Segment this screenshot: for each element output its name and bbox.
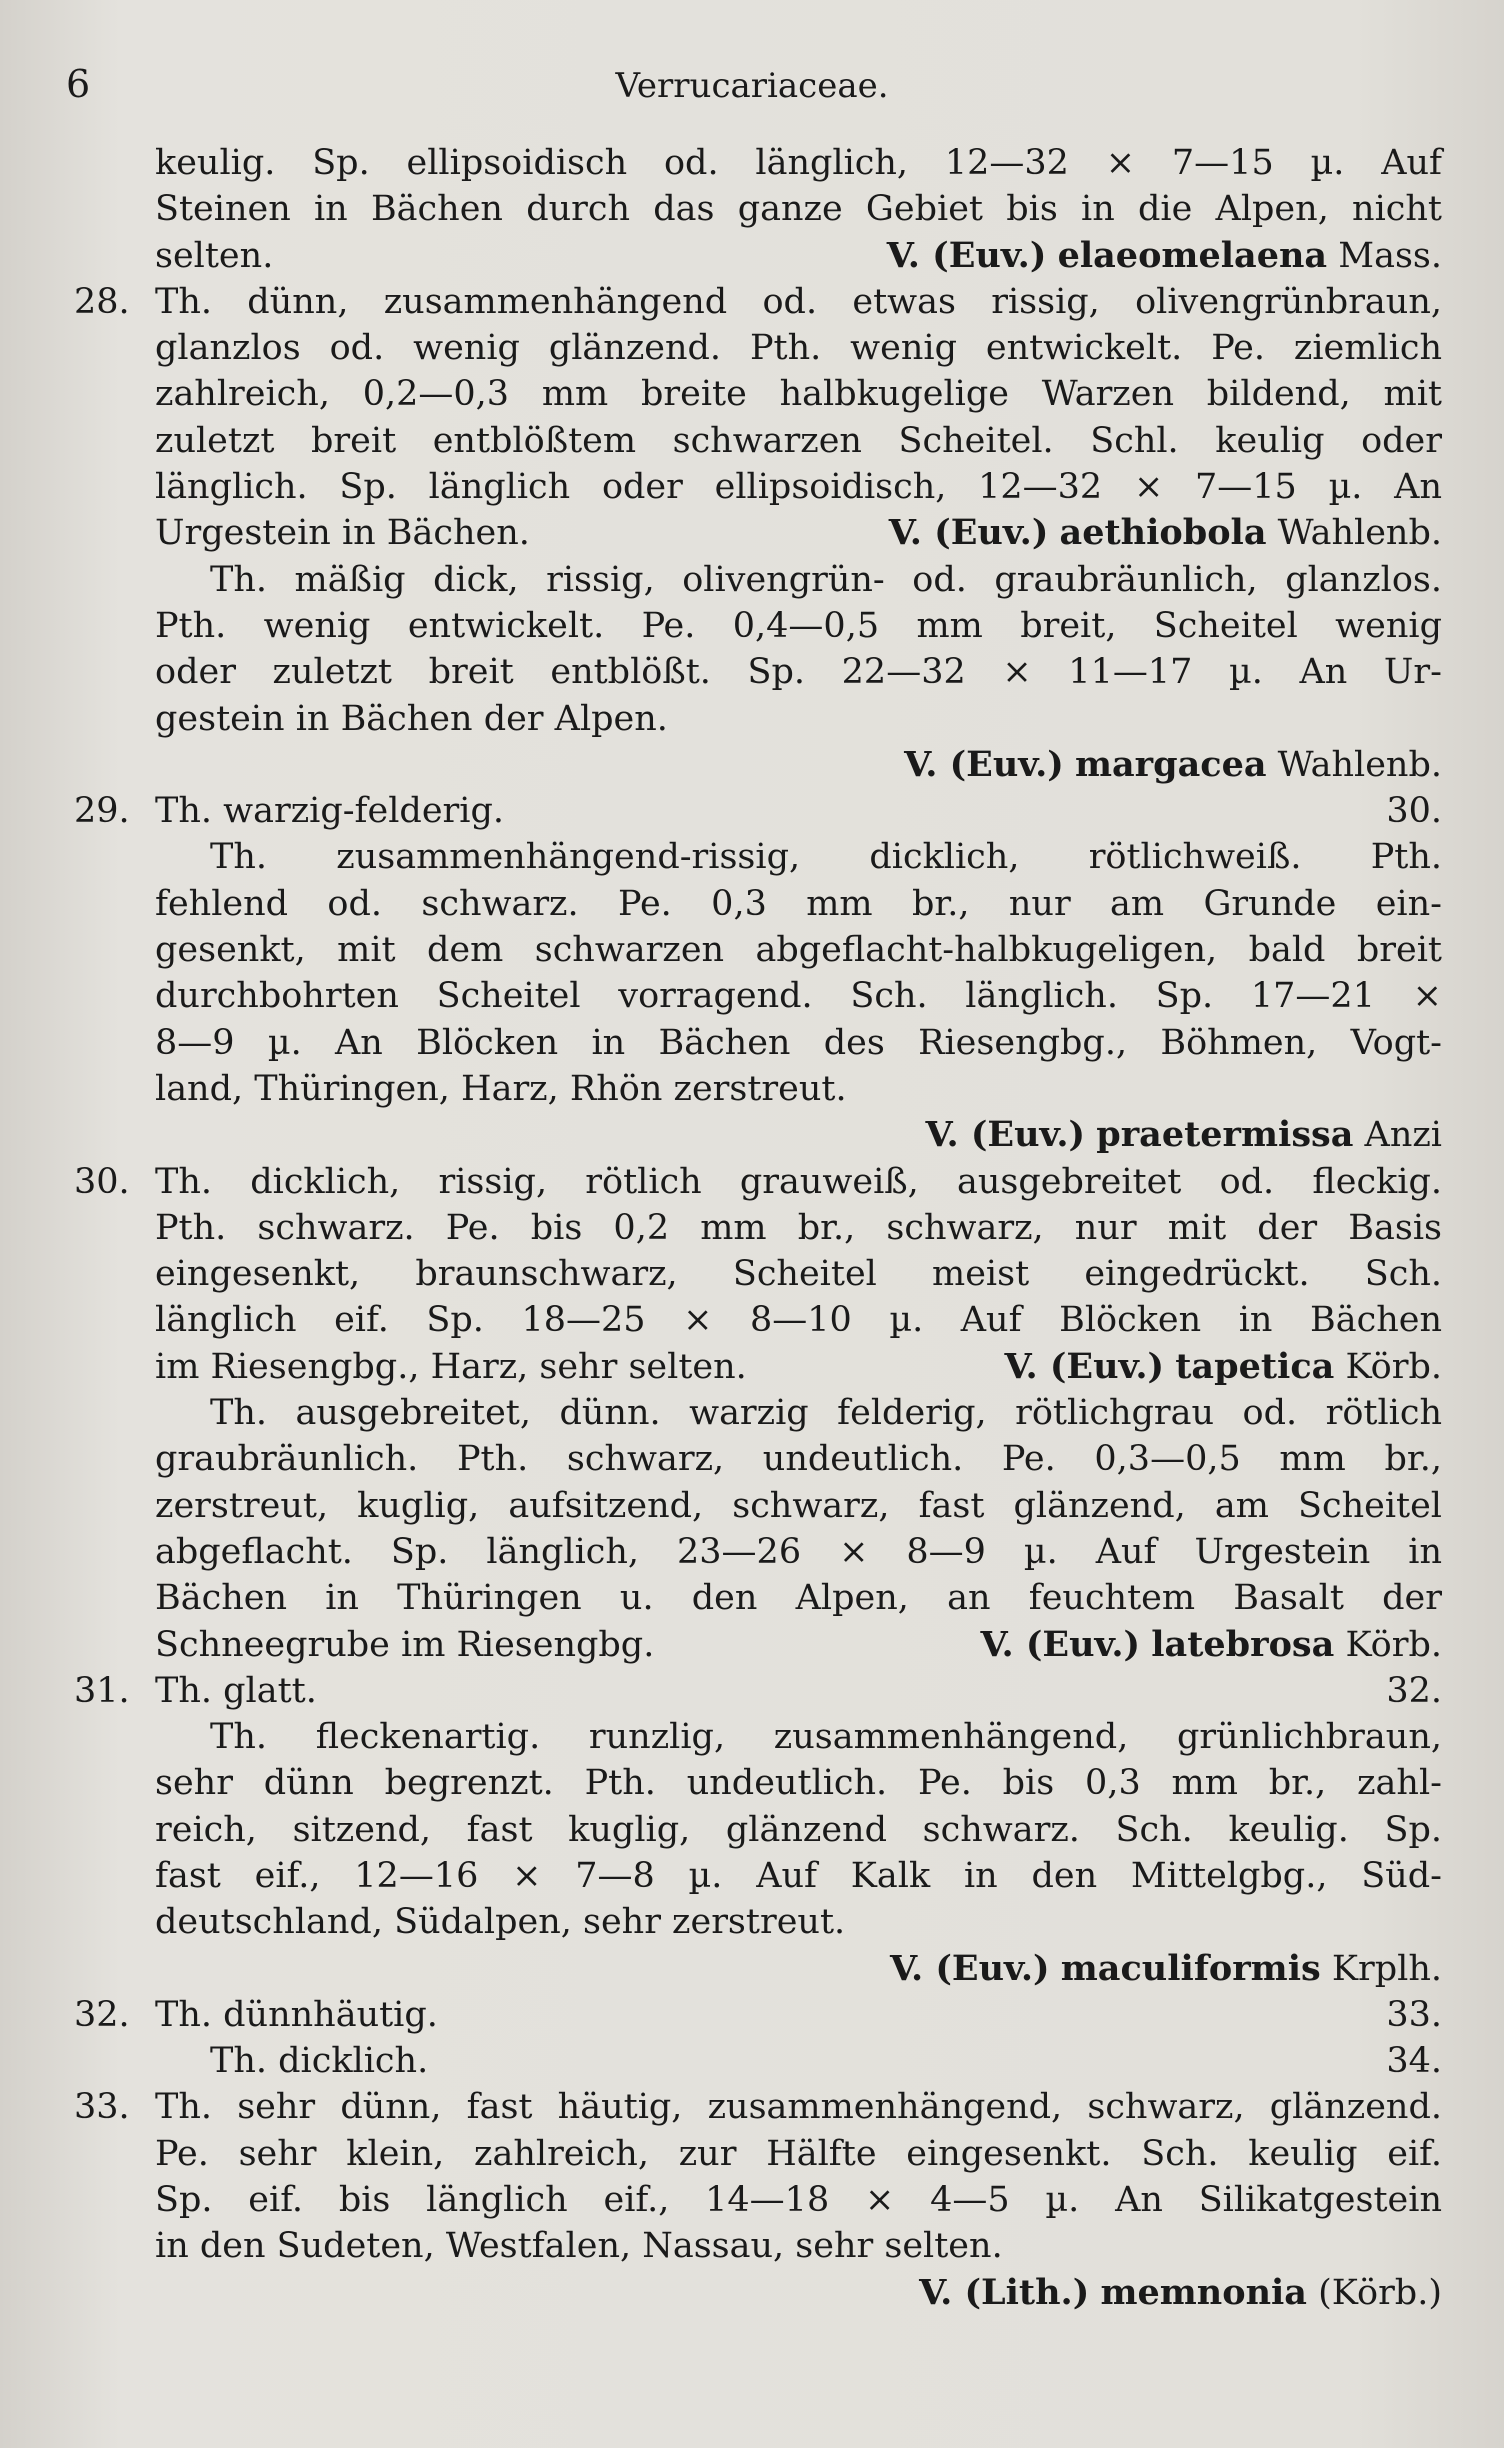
line-body: Th. dünnhäutig. (155, 1994, 438, 2035)
text-line (0, 418, 1504, 464)
line-text (155, 1205, 1442, 1251)
line-text (155, 1066, 1442, 1112)
line-text (155, 1622, 1442, 1668)
line-body: zahlreich, 0,2—0,3 mm breite halbkugelige Warzen bildend, mit (155, 374, 1442, 415)
line-text (155, 418, 1442, 464)
line-body: Th. glatt. (155, 1670, 317, 1711)
species-prefix: V. (Euv.) (888, 512, 1049, 554)
species-prefix: V. (Euv.) (1004, 1345, 1165, 1387)
page-number: 6 (66, 62, 91, 106)
line-text (155, 2270, 1442, 2316)
line-body: Pth. wenig entwickelt. Pe. 0,4—0,5 mm breit, Scheitel wenig (155, 605, 1442, 646)
line-body: durchbohrten Scheitel vorragend. Sch. länglich. Sp. 17—21 × (155, 976, 1442, 1017)
text-line (0, 1714, 1504, 1760)
line-text (155, 1112, 1442, 1158)
page-header (0, 62, 1504, 122)
species-prefix: V. (Euv.) (925, 1114, 1086, 1156)
text-line (0, 1853, 1504, 1899)
line-text (155, 1668, 1442, 1714)
text-line (0, 140, 1504, 186)
line-text (210, 1714, 1442, 1760)
line-text (155, 233, 1442, 279)
line-text (155, 2131, 1442, 2177)
couplet-number: 32. (74, 1994, 130, 2035)
couplet-reference: 33. (1386, 1994, 1442, 2035)
line-body: gestein in Bächen der Alpen. (155, 698, 668, 739)
text-line (0, 233, 1504, 279)
couplet-number: 28. (74, 281, 130, 322)
text-line (0, 1112, 1504, 1158)
line-text (155, 186, 1442, 232)
line-body: im Riesengbg., Harz, sehr selten. (155, 1346, 747, 1387)
line-body: Th. ausgebreitet, dünn. warzig felderig, rötlichgrau od. rötlich (210, 1393, 1442, 1434)
line-text (155, 881, 1442, 927)
text-line (0, 696, 1504, 742)
line-body: land, Thüringen, Harz, Rhön zerstreut. (155, 1068, 847, 1109)
line-body: fast eif., 12—16 × 7—8 µ. Auf Kalk in den Mittelgbg., Süd- (155, 1855, 1442, 1896)
text-line (0, 1529, 1504, 1575)
species-epithet: memnonia (1100, 2271, 1307, 2313)
couplet-number: 30. (74, 1161, 130, 1202)
species-author: Mass. (1338, 235, 1442, 276)
line-body: Th. dünn, zusammenhängend od. etwas rissig, olivengrünbraun, (155, 281, 1442, 322)
text-line (0, 973, 1504, 1019)
text-line (0, 1807, 1504, 1853)
couplet-reference: 34. (1386, 2041, 1442, 2082)
line-text (155, 1807, 1442, 1853)
line-body: länglich. Sp. länglich oder ellipsoidisch, 12—32 × 7—15 µ. An (155, 467, 1442, 508)
couplet-number: 33. (74, 2087, 130, 2128)
line-body: sehr dünn begrenzt. Pth. undeutlich. Pe. bis 0,3 mm br., zahl- (155, 1763, 1442, 1804)
species-author: Wahlenb. (1277, 744, 1442, 785)
species-name (890, 1949, 1442, 1989)
key-text (0, 140, 1504, 2316)
line-body: Steinen in Bächen durch das ganze Gebiet bis in die Alpen, nicht (155, 189, 1442, 230)
line-text (210, 1390, 1442, 1436)
species-prefix: V. (Euv.) (904, 743, 1064, 785)
line-text (155, 1992, 1442, 2038)
species-epithet: margacea (1074, 743, 1267, 785)
line-text (155, 696, 1442, 742)
line-text (155, 1575, 1442, 1621)
species-prefix: V. (Euv.) (889, 1947, 1050, 1989)
line-body: reich, sitzend, fast kuglig, glänzend schwarz. Sch. keulig. Sp. (155, 1809, 1442, 1850)
line-text (155, 1899, 1442, 1945)
species-author: Körb. (1345, 1624, 1442, 1665)
line-text (210, 834, 1442, 880)
line-body: glanzlos od. wenig glänzend. Pth. wenig entwickelt. Pe. ziemlich (155, 328, 1442, 369)
text-line (0, 1946, 1504, 1992)
couplet-number: 31. (74, 1670, 130, 1711)
line-body: oder zuletzt breit entblößt. Sp. 22—32 × 11—17 µ. An Ur- (155, 652, 1442, 693)
line-body: Bächen in Thüringen u. den Alpen, an feuchtem Basalt der (155, 1578, 1442, 1619)
line-text (155, 140, 1442, 186)
text-line (0, 1159, 1504, 1205)
line-body: in den Sudeten, Westfalen, Nassau, sehr selten. (155, 2226, 1003, 2267)
text-line (0, 2223, 1504, 2269)
line-text (155, 1251, 1442, 1297)
text-line (0, 927, 1504, 973)
line-text (155, 1946, 1442, 1992)
species-epithet: latebrosa (1151, 1623, 1335, 1665)
text-line (0, 1251, 1504, 1297)
line-text (155, 1483, 1442, 1529)
species-epithet: aethiobola (1059, 512, 1267, 554)
line-text (155, 2177, 1442, 2223)
line-text (155, 1760, 1442, 1806)
text-line (0, 742, 1504, 788)
line-body: Urgestein in Bächen. (155, 513, 530, 554)
line-text (155, 603, 1442, 649)
text-line (0, 1760, 1504, 1806)
line-body: länglich eif. Sp. 18—25 × 8—10 µ. Auf Blöcken in Bächen (155, 1300, 1442, 1341)
text-line (0, 2131, 1504, 2177)
text-line (0, 649, 1504, 695)
text-line (0, 834, 1504, 880)
line-text (155, 1436, 1442, 1482)
text-line (0, 2270, 1504, 2316)
text-line (0, 1436, 1504, 1482)
line-text (155, 973, 1442, 1019)
species-author: (Körb.) (1318, 2272, 1442, 2313)
text-line (0, 1205, 1504, 1251)
line-text (155, 1853, 1442, 1899)
species-name (904, 745, 1442, 785)
line-body: Schneegrube im Riesengbg. (155, 1624, 655, 1665)
line-body: Th. dicklich. (210, 2041, 429, 2082)
line-text (155, 788, 1442, 834)
line-text (155, 649, 1442, 695)
text-line (0, 186, 1504, 232)
species-name (980, 1622, 1442, 1668)
line-body: abgeflacht. Sp. länglich, 23—26 × 8—9 µ. Auf Urgestein in (155, 1531, 1442, 1572)
line-text (155, 927, 1442, 973)
species-prefix: V. (Euv.) (886, 234, 1047, 276)
line-body: zerstreut, kuglig, aufsitzend, schwarz, fast glänzend, am Scheitel (155, 1485, 1442, 1526)
line-body: zuletzt breit entblößtem schwarzen Scheitel. Schl. keulig oder (155, 420, 1442, 461)
line-text (155, 510, 1442, 556)
species-epithet: praetermissa (1096, 1114, 1354, 1156)
line-body: Pe. sehr klein, zahlreich, zur Hälfte eingesenkt. Sch. keulig eif. (155, 2133, 1442, 2174)
line-body: keulig. Sp. ellipsoidisch od. länglich, 12—32 × 7—15 µ. Auf (155, 143, 1442, 183)
line-text (155, 2084, 1442, 2130)
text-line (0, 603, 1504, 649)
species-name (889, 510, 1442, 556)
couplet-reference: 32. (1386, 1670, 1442, 1711)
text-line (0, 557, 1504, 603)
line-body: eingesenkt, braunschwarz, Scheitel meist eingedrückt. Sch. (155, 1254, 1442, 1295)
species-author: Anzi (1364, 1115, 1442, 1156)
species-name (919, 2273, 1442, 2313)
line-text (155, 325, 1442, 371)
line-text (155, 1344, 1442, 1390)
text-line (0, 1899, 1504, 1945)
species-epithet: tapetica (1175, 1345, 1335, 1387)
text-line (0, 1575, 1504, 1621)
text-line (0, 371, 1504, 417)
running-title: Verrucariaceae. (615, 66, 889, 106)
line-text (155, 1159, 1442, 1205)
text-line (0, 1066, 1504, 1112)
species-author: Wahlenb. (1277, 513, 1442, 554)
text-line (0, 1020, 1504, 1066)
text-line (0, 464, 1504, 510)
line-text (155, 1297, 1442, 1343)
text-line (0, 1992, 1504, 2038)
species-name (887, 233, 1442, 279)
species-name (1004, 1344, 1442, 1390)
text-line (0, 2038, 1504, 2084)
species-prefix: V. (Euv.) (980, 1623, 1141, 1665)
species-author: Körb. (1345, 1346, 1442, 1387)
line-body: Sp. eif. bis länglich eif., 14—18 × 4—5 µ. An Silikatgestein (155, 2180, 1442, 2221)
line-text (155, 464, 1442, 510)
couplet-reference: 30. (1386, 791, 1442, 832)
line-text (155, 742, 1442, 788)
text-line (0, 1483, 1504, 1529)
text-line (0, 2084, 1504, 2130)
line-body: graubräunlich. Pth. schwarz, undeutlich. Pe. 0,3—0,5 mm br., (155, 1439, 1442, 1480)
line-body: selten. (155, 235, 274, 276)
species-name (925, 1115, 1442, 1155)
line-body: gesenkt, mit dem schwarzen abgeflacht-halbkugeligen, bald breit (155, 930, 1442, 971)
line-body: Pth. schwarz. Pe. bis 0,2 mm br., schwarz, nur mit der Basis (155, 1207, 1442, 1248)
text-line (0, 1297, 1504, 1343)
line-text (210, 557, 1442, 603)
text-line (0, 1390, 1504, 1436)
couplet-number: 29. (74, 791, 130, 832)
line-text (155, 1529, 1442, 1575)
line-body: Th. zusammenhängend-rissig, dicklich, rötlichweiß. Pth. (210, 837, 1442, 878)
text-line (0, 510, 1504, 556)
line-body: 8—9 µ. An Blöcken in Bächen des Riesengbg., Böhmen, Vogt- (155, 1022, 1442, 1063)
line-text (210, 2038, 1442, 2084)
text-line (0, 788, 1504, 834)
line-body: Th. fleckenartig. runzlig, zusammenhängend, grünlichbraun, (210, 1717, 1442, 1758)
text-line (0, 1622, 1504, 1668)
species-prefix: V. (Lith.) (919, 2271, 1090, 2313)
text-line (0, 325, 1504, 371)
line-text (155, 1020, 1442, 1066)
line-text (155, 371, 1442, 417)
text-line (0, 2177, 1504, 2223)
text-line (0, 1668, 1504, 1714)
species-epithet: maculiformis (1060, 1947, 1321, 1989)
species-author: Krplh. (1331, 1948, 1442, 1989)
line-body: Th. dicklich, rissig, rötlich grauweiß, ausgebreitet od. fleckig. (155, 1161, 1442, 1202)
line-body: Th. mäßig dick, rissig, olivengrün- od. graubräunlich, glanzlos. (210, 559, 1442, 600)
line-body: fehlend od. schwarz. Pe. 0,3 mm br., nur am Grunde ein- (155, 883, 1442, 924)
line-text (155, 2223, 1442, 2269)
line-body: Th. sehr dünn, fast häutig, zusammenhängend, schwarz, glänzend. (155, 2087, 1442, 2128)
species-epithet: elaeomelaena (1057, 234, 1328, 276)
text-line (0, 1344, 1504, 1390)
text-line (0, 881, 1504, 927)
line-body: deutschland, Südalpen, sehr zerstreut. (155, 1902, 846, 1943)
text-line (0, 279, 1504, 325)
line-text (155, 279, 1442, 325)
line-body: Th. warzig-felderig. (155, 791, 504, 832)
